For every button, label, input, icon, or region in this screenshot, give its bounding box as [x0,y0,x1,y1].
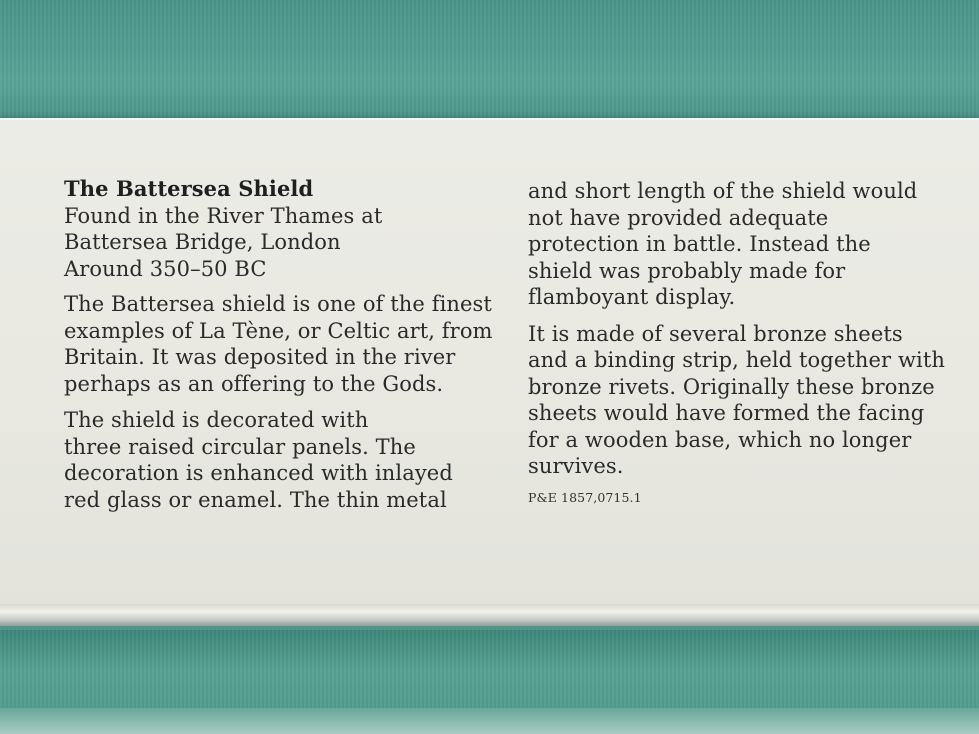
paragraph-decoration-part2: and short length of the shield would not have provided adequate protection in battle. Instead the shield was probably made for flamboyant display. [528,179,918,309]
label-right-column [528,178,948,506]
paragraph-decoration-part1: The shield is decorated with three raised circular panels. The decoration is enhanced with inlayed red glass or enamel. The thin metal [64,408,453,512]
display-backdrop-top [0,0,979,120]
paragraph-intro: The Battersea shield is one of the finest examples of La Tène, or Celtic art, from Britain. It was deposited in the river perhaps as an offering to the Gods. [64,292,493,396]
label-title: The Battersea Shield [64,176,314,201]
label-left-column [64,176,494,523]
findspot-line-2: Battersea Bridge, London [64,230,341,254]
paragraph-construction: It is made of several bronze sheets and a binding strip, held together with bronze rivets. Originally these bronze sheets would have formed the facing for a wooden base, which no longer survives. [528,321,946,478]
findspot-line-1: Found in the River Thames at [64,203,383,228]
display-case-edge [0,708,979,734]
registration-number: P&E 1857,0715.1 [528,489,642,505]
label-holder-lip [0,604,979,626]
date-line: Around 350–50 BC [64,256,267,281]
